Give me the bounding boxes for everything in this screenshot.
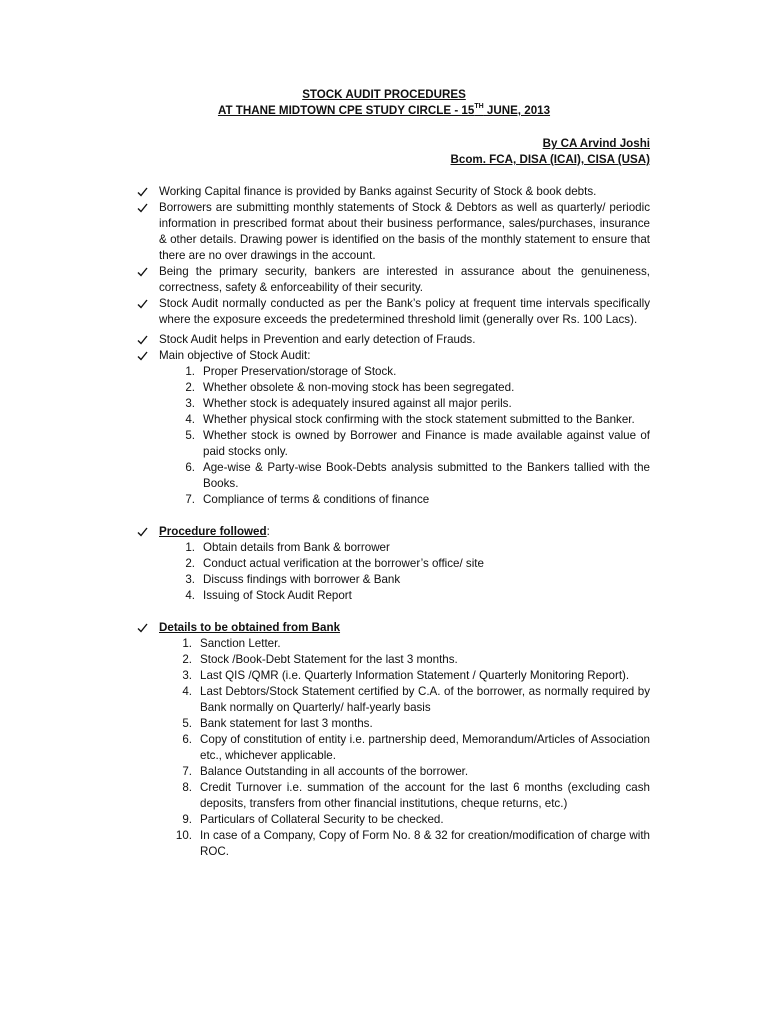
bullet-text: Stock Audit normally conducted as per the Bank’s policy at frequent time intervals specifically where the exposure exceeds the predetermined threshold limit (generally over Rs. 100 Lacs).	[159, 297, 650, 326]
list-number: 4.	[185, 589, 195, 602]
list-item-text: Balance Outstanding in all accounts of the borrower.	[200, 765, 469, 778]
list-number: 4.	[185, 413, 195, 426]
list-item	[137, 812, 650, 828]
list-item-text: Issuing of Stock Audit Report	[203, 589, 352, 602]
list-item	[137, 492, 650, 508]
list-number: 5.	[185, 429, 195, 442]
checkmark-icon	[137, 524, 151, 537]
bullet-item	[137, 348, 650, 364]
list-item-text: Particulars of Collateral Security to be checked.	[200, 813, 444, 826]
list-number: 2.	[185, 381, 195, 394]
list-item	[137, 652, 650, 668]
list-item-text: Obtain details from Bank & borrower	[203, 541, 390, 554]
bullet-item	[137, 264, 650, 296]
list-item-text: Proper Preservation/storage of Stock.	[203, 365, 397, 378]
list-item-text: Bank statement for last 3 months.	[200, 717, 373, 730]
list-number: 6.	[185, 461, 195, 474]
bullet-item	[137, 332, 650, 348]
list-number: 2.	[185, 557, 195, 570]
list-number: 1.	[185, 541, 195, 554]
list-number: 3.	[182, 669, 192, 682]
list-item	[137, 588, 650, 604]
checkmark-icon	[137, 332, 151, 345]
subtitle-date: JUNE, 2013	[483, 104, 551, 117]
subtitle-superscript: TH	[474, 103, 484, 110]
list-item	[137, 540, 650, 556]
list-item	[137, 364, 650, 380]
heading-colon: :	[266, 525, 270, 538]
list-number: 1.	[182, 637, 192, 650]
bullet-item	[137, 184, 650, 200]
list-item	[137, 636, 650, 652]
bullet-item	[137, 296, 650, 328]
bullet-text: Main objective of Stock Audit:	[159, 349, 311, 362]
procedure-section-heading	[137, 524, 650, 540]
list-item	[137, 828, 650, 860]
checkmark-icon	[137, 348, 151, 361]
list-item-text: Whether physical stock confirming with the stock statement submitted to the Banker.	[203, 413, 635, 426]
list-number: 7.	[185, 493, 195, 506]
list-item	[137, 780, 650, 812]
list-item-text: Compliance of terms & conditions of finance	[203, 493, 430, 506]
list-number: 3.	[185, 397, 195, 410]
list-item-text: Sanction Letter.	[200, 637, 281, 650]
bank-details-section-heading	[137, 620, 650, 636]
checkmark-icon	[137, 296, 151, 309]
list-item	[137, 668, 650, 684]
list-number: 8.	[182, 781, 192, 794]
list-item-text: Copy of constitution of entity i.e. partnership deed, Memorandum/Articles of Association etc., whichever applicable.	[200, 733, 650, 762]
list-item	[137, 556, 650, 572]
list-number: 1.	[185, 365, 195, 378]
document-subtitle	[0, 103, 768, 119]
list-item-text: Stock /Book-Debt Statement for the last 3 months.	[200, 653, 458, 666]
list-item-text: Whether obsolete & non-moving stock has been segregated.	[203, 381, 515, 394]
list-item-text: Whether stock is adequately insured against all major perils.	[203, 397, 512, 410]
checkmark-icon	[137, 620, 151, 633]
bullet-text: Stock Audit helps in Prevention and early detection of Frauds.	[159, 333, 476, 346]
list-item	[137, 572, 650, 588]
checkmark-icon	[137, 184, 151, 197]
list-item	[137, 460, 650, 492]
document-body	[137, 184, 650, 860]
list-item-text: Last Debtors/Stock Statement certified by C.A. of the borrower, as normally required by Bank normally on Quarterly/ half-yearly basis	[200, 685, 650, 714]
list-number: 2.	[182, 653, 192, 666]
checkmark-icon	[137, 264, 151, 277]
bank-details-list	[137, 636, 650, 860]
list-number: 9.	[182, 813, 192, 826]
list-number: 10.	[175, 829, 192, 842]
list-item	[137, 764, 650, 780]
checkmark-icon	[137, 200, 151, 213]
list-item-text: Discuss findings with borrower & Bank	[203, 573, 401, 586]
list-item-text: Age-wise & Party-wise Book-Debts analysis submitted to the Bankers tallied with the Books.	[203, 461, 650, 490]
list-number: 5.	[182, 717, 192, 730]
list-item-text: Conduct actual verification at the borrower’s office/ site	[203, 557, 484, 570]
list-number: 7.	[182, 765, 192, 778]
bullet-text: Being the primary security, bankers are interested in assurance about the genuineness, correctness, safety & enforceability of their security.	[159, 265, 650, 294]
list-item-text: Last QIS /QMR (i.e. Quarterly Information Statement / Quarterly Monitoring Report).	[200, 669, 630, 682]
section-heading: Details to be obtained from Bank	[159, 621, 341, 634]
list-item	[137, 716, 650, 732]
author-credentials: Bcom. FCA, DISA (ICAI), CISA (USA)	[450, 153, 650, 166]
list-item	[137, 684, 650, 716]
list-item	[137, 396, 650, 412]
document-title: STOCK AUDIT PROCEDURES	[302, 88, 466, 101]
list-number: 4.	[182, 685, 192, 698]
procedure-list	[137, 540, 650, 604]
list-item-text: Whether stock is owned by Borrower and Finance is made available against value of paid stocks only.	[203, 429, 650, 458]
author-name: By CA Arvind Joshi	[542, 137, 650, 150]
list-item	[137, 412, 650, 428]
bullet-text: Borrowers are submitting monthly statements of Stock & Debtors as well as quarterly/ periodic information in prescribed format about their business performance, sales/purchases, insurance & other details. Drawing power is identified on the basis of the monthly statement to ensure that there are no over drawings in the account.	[159, 201, 650, 262]
objectives-list	[137, 364, 650, 508]
list-item-text: In case of a Company, Copy of Form No. 8 & 32 for creation/modification of charge with ROC.	[200, 829, 650, 858]
list-item	[137, 428, 650, 460]
subtitle-text: AT THANE MIDTOWN CPE STUDY CIRCLE - 15	[217, 104, 475, 117]
list-item-text: Credit Turnover i.e. summation of the account for the last 6 months (excluding cash deposits, transfers from other financial institutions, cheque returns, etc.)	[200, 781, 650, 810]
list-number: 6.	[182, 733, 192, 746]
bullet-item	[137, 200, 650, 264]
list-item	[137, 380, 650, 396]
list-item	[137, 732, 650, 764]
section-heading: Procedure followed	[159, 525, 267, 538]
bullet-text: Working Capital finance is provided by Banks against Security of Stock & book debts.	[159, 185, 597, 198]
list-number: 3.	[185, 573, 195, 586]
